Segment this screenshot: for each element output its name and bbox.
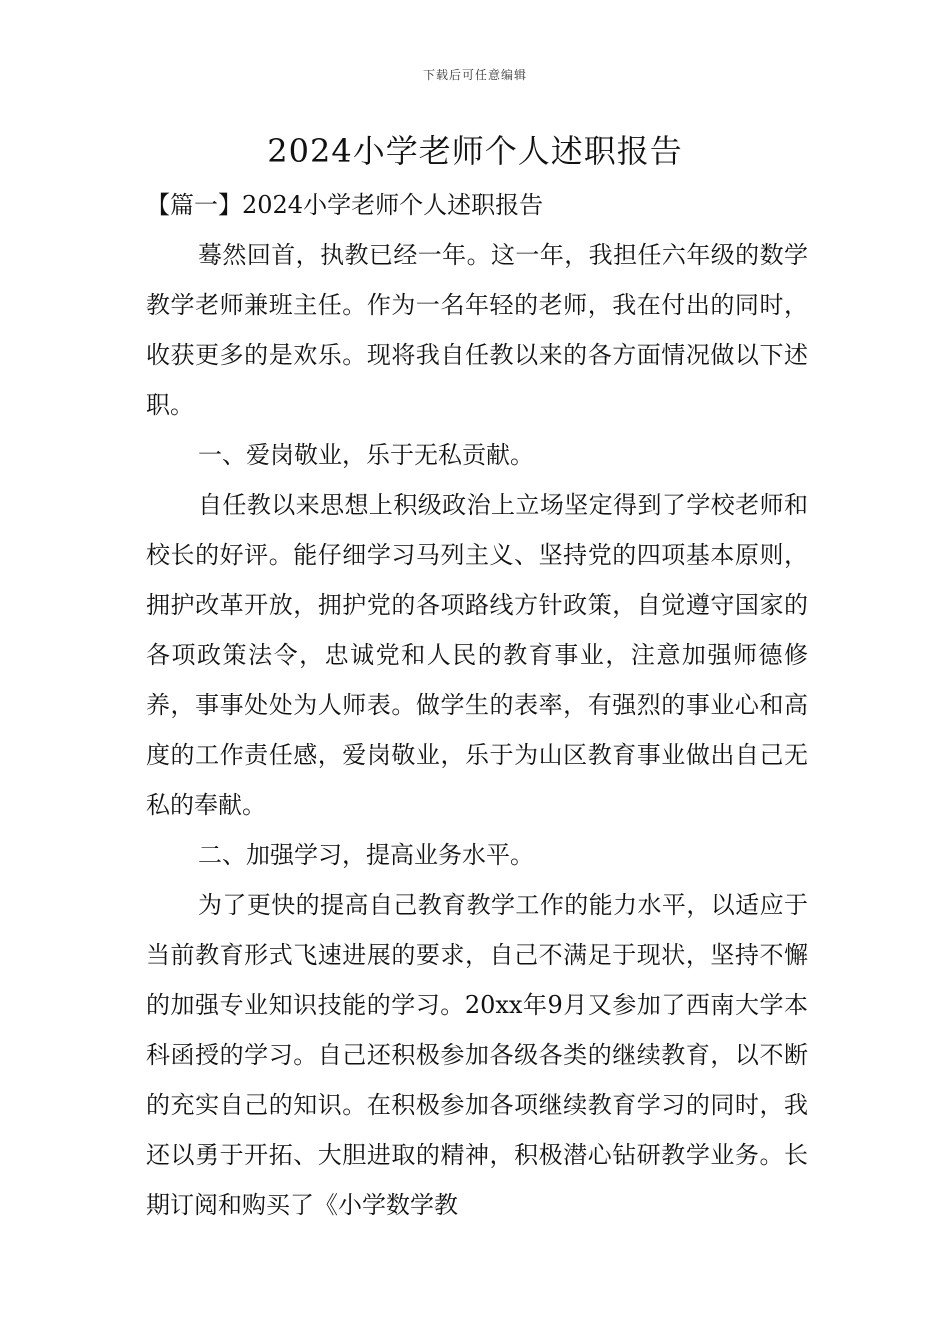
paragraph-intro: 蓦然回首，执教已经一年。这一年，我担任六年级的数学教学老师兼班主任。作为一名年轻的老师，我在付出的同时，收获更多的是欢乐。现将我自任教以来的各方面情况做以下述职。	[146, 241, 808, 419]
section-heading-1: 一、爱岗敬业，乐于无私贡献。	[198, 441, 534, 469]
paragraph-section-1: 自任教以来思想上积级政治上立场坚定得到了学校老师和校长的好评。能仔细学习马列主义、坚持党的四项基本原则，拥护改革开放，拥护党的各项路线方针政策，自觉遵守国家的各项政策法令，忠诚党和人民的教育事业，注意加强师德修养，事事处处为人师表。做学生的表率，有强烈的事业心和高度的工作责任感，爱岗敬业，乐于为山区教育事业做出自己无私的奉献。	[146, 491, 808, 819]
document-subtitle: 【篇一】2024小学老师个人述职报告	[146, 191, 544, 219]
paragraph-section-2: 为了更快的提高自己教育教学工作的能力水平，以适应于当前教育形式飞速进展的要求，自己不满足于现状，坚持不懈的加强专业知识技能的学习。20xx年9月又参加了西南大学本科函授的学习。自己还积极参加各级各类的继续教育，以不断的充实自己的知识。在积极参加各项继续教育学习的同时，我还以勇于开拓、大胆进取的精神，积极潜心钻研教学业务。长期订阅和购买了《小学数学教	[146, 891, 808, 1219]
section-heading-2: 二、加强学习，提高业务水平。	[198, 841, 534, 869]
document-title: 2024小学老师个人述职报告	[267, 132, 683, 170]
document-body	[146, 180, 808, 1230]
header-note: 下载后可任意编辑	[422, 68, 527, 82]
